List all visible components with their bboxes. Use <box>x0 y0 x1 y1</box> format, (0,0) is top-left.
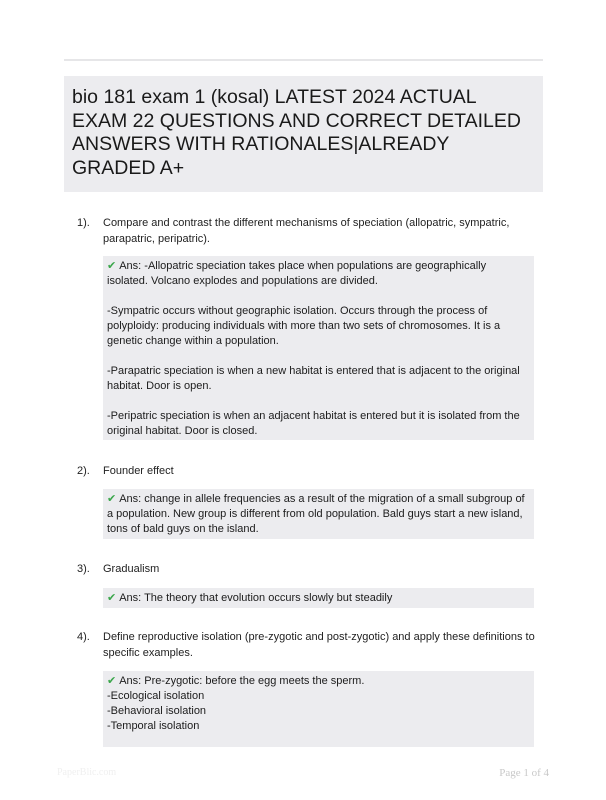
answer-text: Ans: The theory that evolution occurs slowly but steadily <box>119 592 393 604</box>
answer-text: Ans: Pre-zygotic: before the egg meets the sperm. <box>119 675 365 687</box>
answer-text: -Peripatric speciation is when an adjacent habitat is entered but it is isolated from the original habitat. Door is closed. <box>107 410 520 437</box>
answer-box <box>103 588 534 608</box>
answer-text: Ans: -Allopatric speciation takes place when populations are geographically isolated. Volcano explodes and populations are divided. <box>107 260 487 287</box>
question-number: 3). <box>77 563 90 575</box>
question-number: 1). <box>77 217 90 229</box>
answer-text: -Temporal isolation <box>107 720 200 732</box>
question-text: Gradualism <box>103 563 160 575</box>
answer-text: -Parapatric speciation is when a new habitat is entered that is adjacent to the original habitat. Door is open. <box>107 365 520 392</box>
footer-watermark: PaperBlic.com <box>57 767 117 778</box>
answer-box <box>103 671 534 747</box>
answer-text: -Behavioral isolation <box>107 705 207 717</box>
page-indicator: Page 1 of 4 <box>499 767 549 779</box>
answer-text: Ans: change in allele frequencies as a result of the migration of a small subgroup of a population. New group is different from old population. Bald guys start a new island, tons of bald guys on the island. <box>107 493 525 535</box>
check-icon: ✔ <box>107 260 117 272</box>
check-icon: ✔ <box>107 592 117 604</box>
question-number: 4). <box>77 631 90 643</box>
document-title: bio 181 exam 1 (kosal) LATEST 2024 ACTUAL EXAM 22 QUESTIONS AND CORRECT DETAILED ANSWERS WITH RATIONALES|ALREADY GRADED A+ <box>72 86 521 179</box>
answer-text: -Sympatric occurs without geographic isolation. Occurs through the process of polyploidy: producing individuals with more than two sets of chromosomes. It is a genetic change within a population. <box>107 305 501 347</box>
answer-box <box>103 256 534 440</box>
question-number: 2). <box>77 465 90 477</box>
question-text: Compare and contrast the different mechanisms of speciation (allopatric, sympatric, parapatric, peripatric). <box>103 217 510 245</box>
check-icon: ✔ <box>107 493 117 505</box>
top-divider <box>64 59 543 61</box>
question-text: Define reproductive isolation (pre-zygotic and post-zygotic) and apply these definitions to specific examples. <box>103 631 535 659</box>
answer-text: -Ecological isolation <box>107 690 205 702</box>
question-text: Founder effect <box>103 465 174 477</box>
check-icon: ✔ <box>107 675 117 687</box>
title-banner <box>64 76 543 192</box>
answer-box <box>103 489 534 539</box>
